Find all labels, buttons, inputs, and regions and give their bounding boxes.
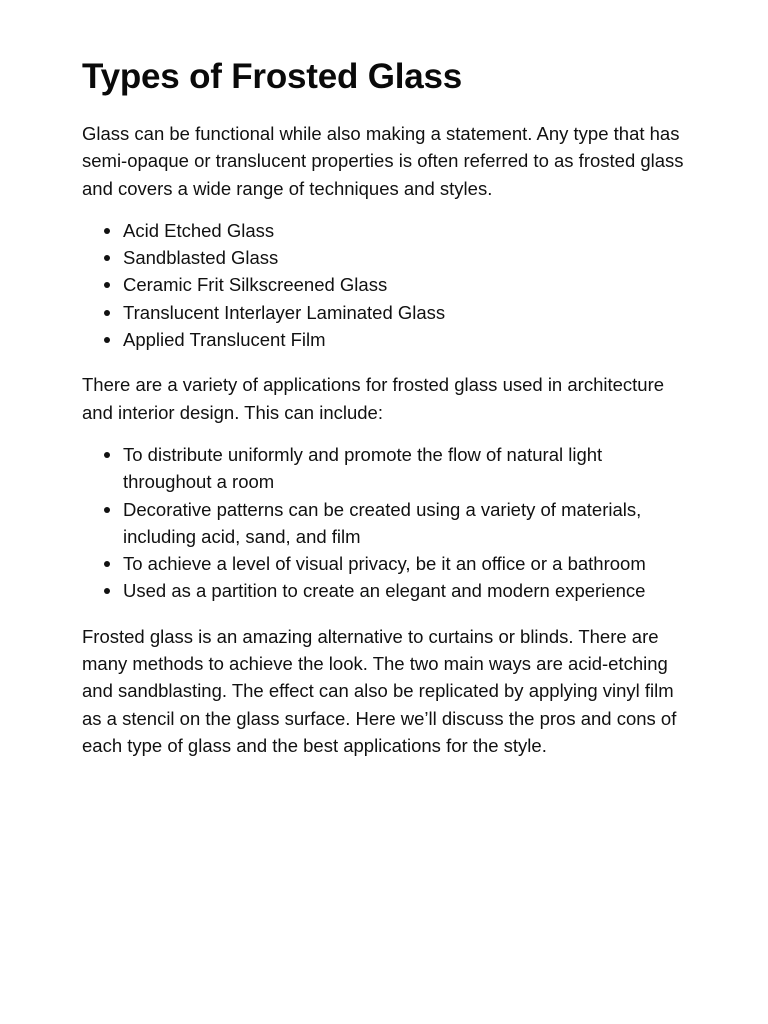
list-item: To distribute uniformly and promote the flow of natural light throughout a room	[123, 441, 688, 496]
article	[82, 54, 688, 759]
list-item: Translucent Interlayer Laminated Glass	[123, 299, 688, 326]
list-item: Sandblasted Glass	[123, 244, 688, 271]
applications-list	[82, 441, 688, 605]
glass-types-list	[82, 217, 688, 353]
applications-intro-paragraph: There are a variety of applications for frosted glass used in architecture and interior design. This can include:	[82, 374, 665, 423]
list-item: Decorative patterns can be created using a variety of materials, including acid, sand, and film	[123, 496, 688, 551]
list-item: Acid Etched Glass	[123, 217, 688, 244]
list-item: Applied Translucent Film	[123, 326, 688, 353]
list-item: Used as a partition to create an elegant and modern experience	[123, 577, 688, 604]
list-item: To achieve a level of visual privacy, be it an office or a bathroom	[123, 550, 688, 577]
page-title: Types of Frosted Glass	[82, 57, 463, 96]
list-item: Ceramic Frit Silkscreened Glass	[123, 271, 688, 298]
intro-paragraph: Glass can be functional while also making a statement. Any type that has semi-opaque or translucent properties is often referred to as frosted glass and covers a wide range of techniques and styles.	[82, 123, 684, 199]
closing-paragraph: Frosted glass is an amazing alternative to curtains or blinds. There are many methods to achieve the look. The two main ways are acid-etching and sandblasting. The effect can also be replicated by applying vinyl film as a stencil on the glass surface. Here we’ll discuss the pros and cons of each type of glass and the best applications for the style.	[82, 625, 677, 756]
